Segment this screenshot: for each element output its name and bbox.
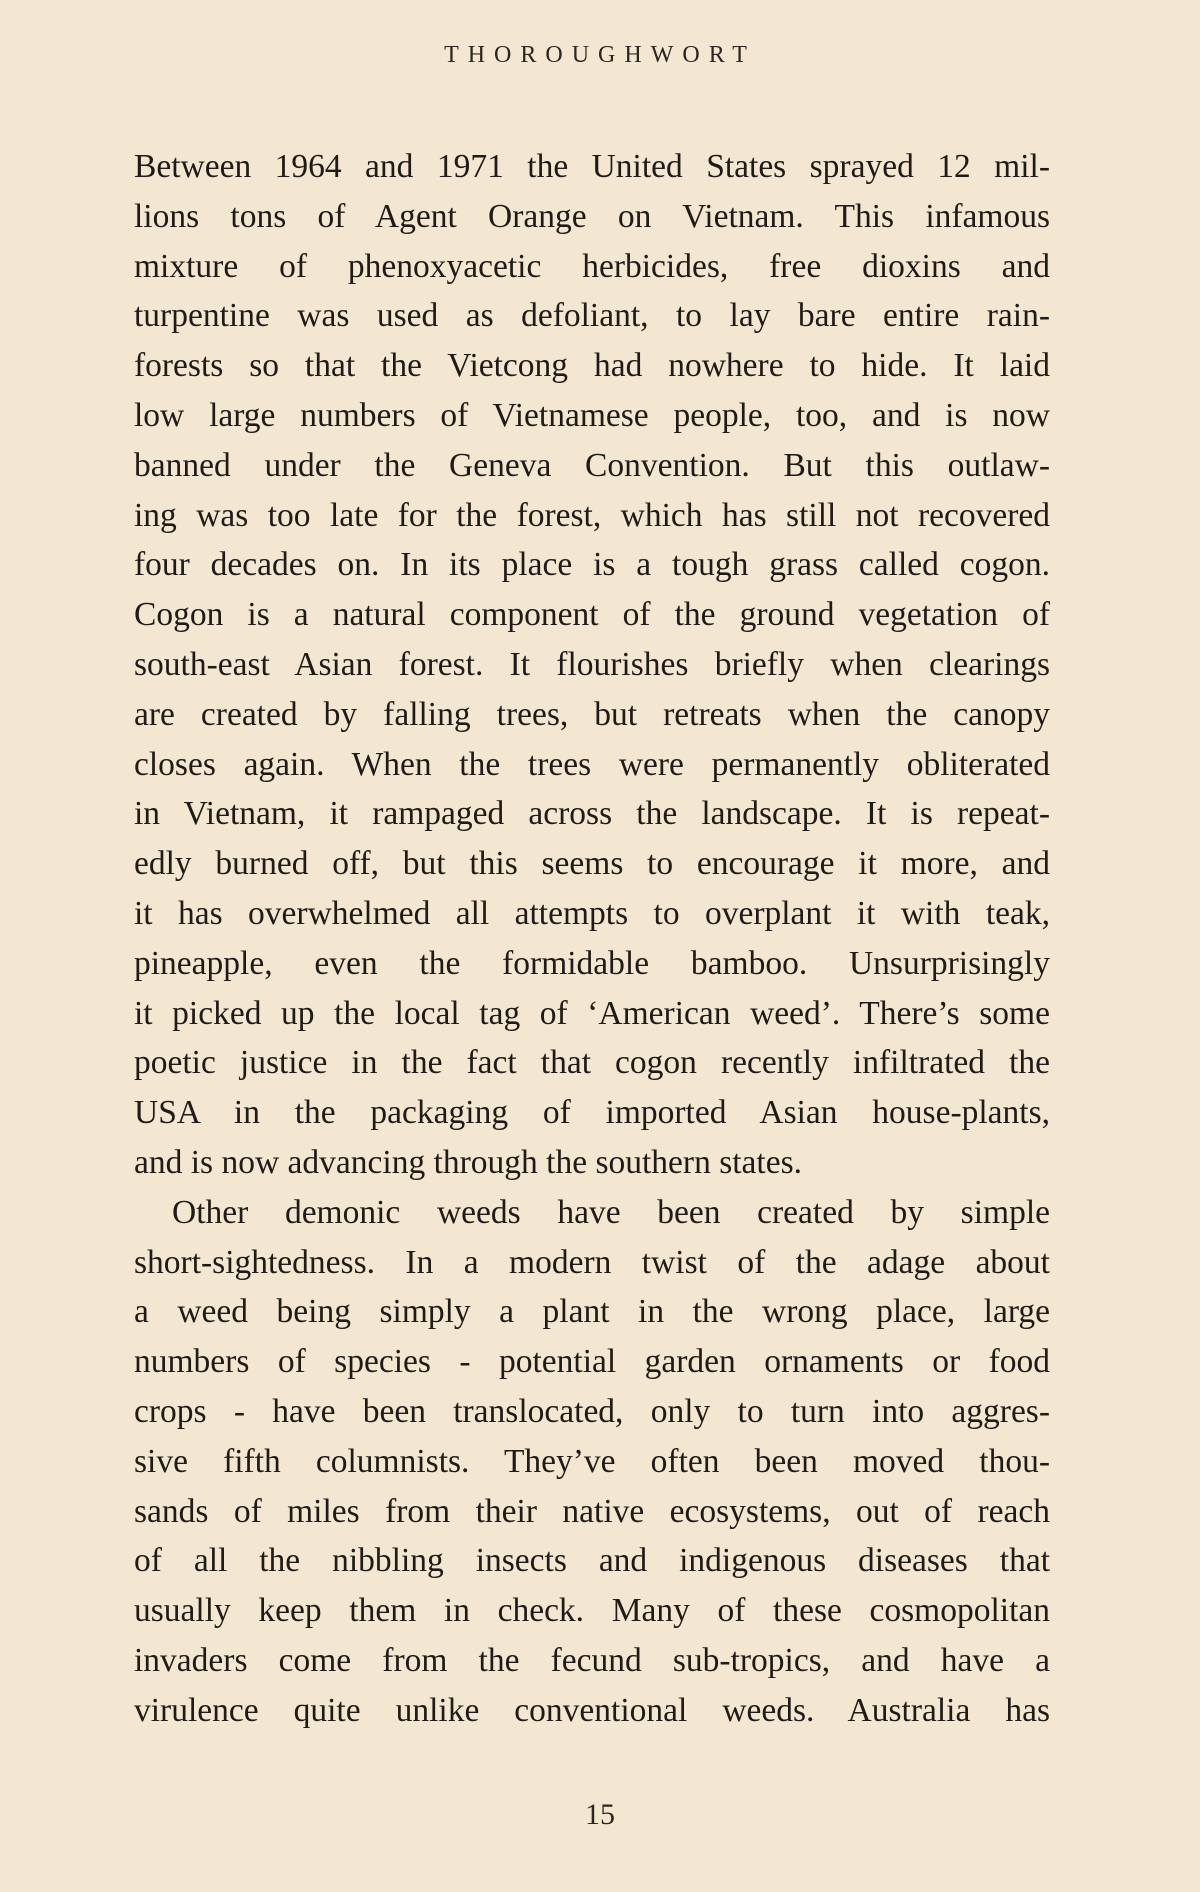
text-line: forests so that the Vietcong had nowhere to hide. It laid: [134, 347, 1050, 385]
text-line: of all the nibbling insects and indigenous diseases that: [134, 1542, 1050, 1580]
text-line-paragraph-start: Other demonic weeds have been created by simple: [172, 1193, 1050, 1231]
running-head: THOROUGHWORT: [444, 42, 756, 68]
text-line: edly burned off, but this seems to encourage it more, and: [134, 845, 1050, 883]
text-line: poetic justice in the fact that cogon recently infiltrated the: [134, 1044, 1050, 1082]
text-line: pineapple, even the formidable bamboo. Unsurprisingly: [134, 944, 1050, 982]
text-line: low large numbers of Vietnamese people, too, and is now: [134, 396, 1050, 434]
text-line: Cogon is a natural component of the ground vegetation of: [134, 596, 1050, 634]
text-line: turpentine was used as defoliant, to lay bare entire rain-: [134, 297, 1050, 335]
text-line: in Vietnam, it rampaged across the landscape. It is repeat-: [134, 795, 1050, 833]
text-line: crops - have been translocated, only to turn into aggres-: [134, 1392, 1050, 1430]
text-line: banned under the Geneva Convention. But this outlaw-: [134, 446, 1050, 484]
text-line: four decades on. In its place is a tough grass called cogon.: [134, 546, 1050, 584]
text-line: usually keep them in check. Many of these cosmopolitan: [134, 1592, 1050, 1630]
text-line: sands of miles from their native ecosystems, out of reach: [134, 1492, 1050, 1530]
text-line: sive fifth columnists. They’ve often been moved thou-: [134, 1442, 1050, 1480]
text-line: virulence quite unlike conventional weeds. Australia has: [134, 1691, 1050, 1729]
text-line: numbers of species - potential garden ornaments or food: [134, 1343, 1050, 1381]
text-line: a weed being simply a plant in the wrong place, large: [134, 1293, 1050, 1331]
text-line: Between 1964 and 1971 the United States sprayed 12 mil-: [134, 148, 1050, 185]
text-line: it picked up the local tag of ‘American weed’. There’s some: [134, 994, 1050, 1032]
body-text: [134, 142, 1050, 1736]
text-line: invaders come from the fecund sub-tropics, and have a: [134, 1641, 1050, 1679]
text-line: it has overwhelmed all attempts to overplant it with teak,: [134, 894, 1050, 932]
text-line: are created by falling trees, but retreats when the canopy: [134, 695, 1050, 733]
text-line: closes again. When the trees were permanently obliterated: [134, 745, 1050, 783]
text-line: ing was too late for the forest, which has still not recovered: [134, 496, 1050, 534]
text-line-paragraph-end: and is now advancing through the southern states.: [134, 1143, 803, 1181]
text-line: lions tons of Agent Orange on Vietnam. This infamous: [134, 197, 1050, 235]
text-line: south-east Asian forest. It flourishes briefly when clearings: [134, 645, 1050, 683]
text-line: short-sightedness. In a modern twist of the adage about: [134, 1243, 1050, 1281]
text-line: USA in the packaging of imported Asian house-plants,: [134, 1094, 1050, 1132]
page-number: 15: [585, 1798, 615, 1831]
text-line: mixture of phenoxyacetic herbicides, free dioxins and: [134, 247, 1050, 285]
